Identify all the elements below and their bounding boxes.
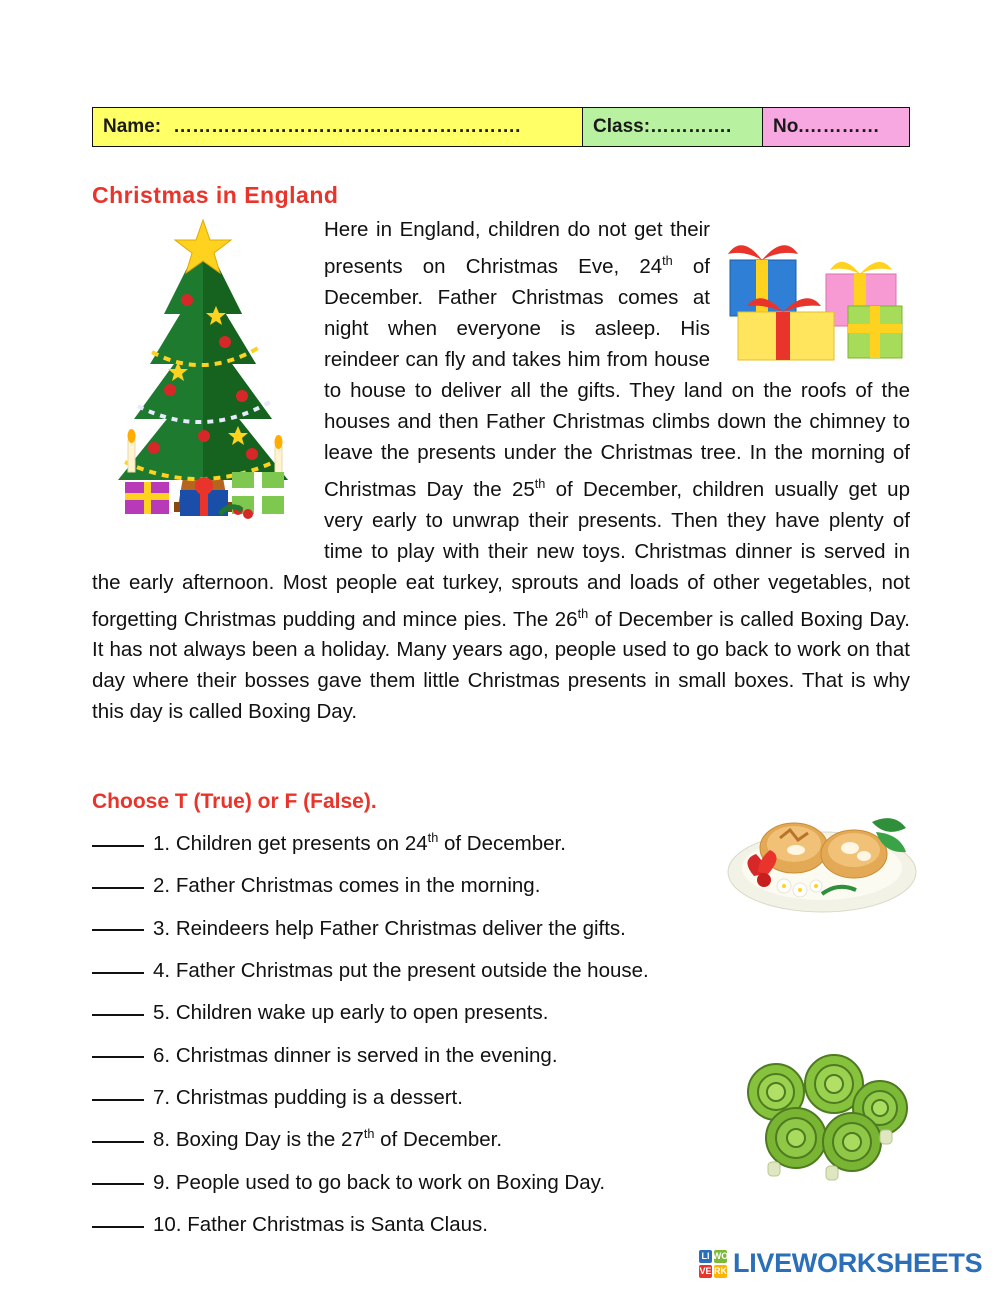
question-number-6: 6.	[153, 1043, 171, 1067]
question-number-9: 9.	[153, 1170, 171, 1194]
answer-blank-3[interactable]	[92, 929, 144, 931]
question-text-5	[153, 989, 548, 1031]
passage-part1: Here in England, children do not get their presents on Christmas Eve, 24	[324, 218, 710, 278]
question-body-4: Father Christmas put the present outside the house.	[175, 958, 649, 982]
list-item[interactable]	[92, 989, 792, 1031]
answer-blank-8[interactable]	[92, 1141, 144, 1143]
reading-passage	[92, 214, 910, 727]
question-body-3: Reindeers help Father Christmas deliver the gifts.	[175, 916, 626, 940]
class-field[interactable]	[583, 108, 763, 146]
liveworksheets-logo[interactable]	[699, 1248, 982, 1279]
number-label: No.	[773, 116, 804, 137]
question-number-5: 5.	[153, 1001, 171, 1025]
question-text-8	[153, 1116, 502, 1158]
list-item[interactable]	[92, 1074, 792, 1116]
question-text-6	[153, 1032, 558, 1074]
question-number-4: 4.	[153, 958, 171, 982]
answer-blank-5[interactable]	[92, 1014, 144, 1016]
question-text-4	[153, 947, 649, 989]
answer-blank-2[interactable]	[92, 887, 144, 889]
instruction-text: Choose T (True) or F (False).	[92, 790, 377, 813]
question-number-8: 8.	[153, 1128, 171, 1152]
wrapped-gifts-icon	[720, 226, 910, 374]
mince-pies-icon	[722, 798, 922, 918]
passage-part3: of December, children usually get up very early to unwrap their presents. Then they have plenty of time to play with their new toys. Christmas dinner is served in the early afternoon. Most people eat turkey, sprouts and loads of other vegetables, not forgetting Christmas pudding and mince pies. The 26	[92, 477, 910, 631]
class-input[interactable]: ………….	[650, 116, 732, 137]
question-list	[92, 820, 792, 1243]
question-text-3	[153, 905, 626, 947]
list-item[interactable]	[92, 947, 792, 989]
number-input[interactable]: …………	[803, 116, 880, 137]
logo-mark-icon	[699, 1250, 727, 1278]
question-number-7: 7.	[153, 1085, 171, 1109]
answer-blank-7[interactable]	[92, 1099, 144, 1101]
question-body-5: Children wake up early to open presents.	[175, 1001, 549, 1025]
name-input[interactable]: ……………………………………………….	[173, 116, 521, 137]
question-text-7	[153, 1074, 463, 1116]
name-label: Name:	[103, 116, 162, 137]
list-item[interactable]	[92, 1116, 792, 1158]
question-body-9: People used to go back to work on Boxing Day.	[175, 1170, 606, 1194]
list-item[interactable]	[92, 1201, 792, 1243]
question-body-1: Children get presents on 24	[175, 831, 428, 855]
passage-sup1: th	[662, 253, 673, 268]
passage-part2: of December. Father Christmas comes at night when everyone is asleep. His reindeer can fly and takes him from house to house to deliver all the gifts. They land on the roofs of the houses and then Father Christmas climbs down the chimney to leave the presents under the Christmas tree. In the morning of Christmas Day the 25	[324, 254, 910, 501]
passage-part4: of December is called Boxing Day. It has not always been a holiday. Many years ago, people used to go back to work on that day where their bosses gave them little Christmas presents in small boxes. That is why this day is called Boxing Day.	[92, 607, 911, 724]
question-sup-8: th	[363, 1126, 375, 1142]
answer-blank-6[interactable]	[92, 1056, 144, 1058]
question-text-2	[153, 862, 540, 904]
logo-square-ve: VE	[699, 1265, 712, 1276]
question-body-10: Father Christmas is Santa Claus.	[187, 1212, 488, 1236]
answer-blank-9[interactable]	[92, 1183, 144, 1185]
passage-sup2: th	[534, 475, 546, 491]
page-title: Christmas in England	[92, 182, 339, 208]
brussels-sprouts-icon	[730, 1052, 920, 1187]
question-number-10: 10.	[153, 1212, 182, 1236]
christmas-tree-icon	[92, 214, 314, 534]
question-number-2: 2.	[153, 874, 171, 898]
question-body-6: Christmas dinner is served in the evening.	[175, 1043, 558, 1067]
answer-blank-1[interactable]	[92, 845, 144, 847]
class-label: Class:	[593, 116, 651, 137]
answer-blank-10[interactable]	[92, 1226, 144, 1228]
list-item[interactable]	[92, 905, 792, 947]
question-body-2: Father Christmas comes in the morning.	[175, 874, 541, 898]
question-text-1	[153, 820, 566, 862]
question-tail-8: of December.	[374, 1128, 503, 1152]
question-number-3: 3.	[153, 916, 171, 940]
student-info-row	[92, 107, 910, 147]
answer-blank-4[interactable]	[92, 972, 144, 974]
question-number-1: 1.	[153, 831, 171, 855]
question-body-7: Christmas pudding is a dessert.	[175, 1085, 463, 1109]
logo-wordmark: LIVEWORKSHEETS	[733, 1248, 983, 1278]
name-field[interactable]	[93, 108, 583, 146]
logo-square-rk: RK	[714, 1265, 727, 1276]
list-item[interactable]	[92, 1159, 792, 1201]
list-item[interactable]	[92, 862, 792, 904]
question-body-8: Boxing Day is the 27	[175, 1128, 364, 1152]
number-field[interactable]	[763, 108, 909, 146]
question-text-9	[153, 1159, 605, 1201]
question-tail-1: of December.	[438, 831, 566, 855]
passage-sup3: th	[577, 605, 589, 621]
question-text-10	[153, 1201, 488, 1243]
list-item[interactable]	[92, 1032, 792, 1074]
list-item[interactable]	[92, 820, 792, 862]
logo-square-li: LI	[699, 1250, 712, 1263]
logo-square-wo: WO	[712, 1250, 729, 1261]
question-sup-1: th	[427, 830, 439, 845]
